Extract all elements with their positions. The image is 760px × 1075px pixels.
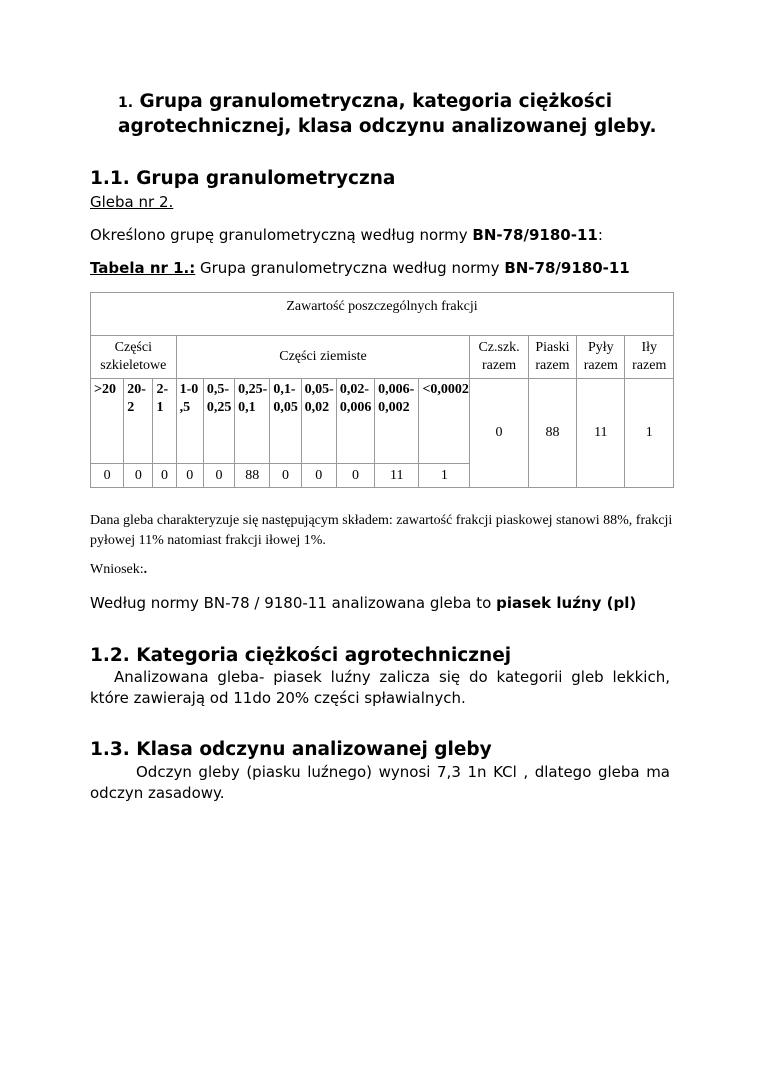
title-text: Grupa granulometryczna, kategoria ciężkości agrotechnicznej, klasa odczynu analizowanej gleby.	[118, 91, 657, 137]
table-caption: Tabela nr 1.: Grupa granulometryczna według normy BN-78/9180-11	[90, 259, 630, 277]
fraction-value-3: 0	[153, 464, 176, 488]
earthy-group-header: Części ziemiste	[176, 336, 470, 379]
fraction-header-9: 0,02- 0,006	[336, 379, 374, 464]
fraction-header-1: >20	[91, 379, 124, 464]
title-number: 1.	[118, 95, 134, 111]
fraction-header-10: 0,006- 0,002	[375, 379, 419, 464]
sum-header-1: Cz.szk. razem	[470, 336, 528, 379]
sum-value-1: 0	[470, 379, 528, 488]
fraction-value-9: 0	[336, 464, 374, 488]
fraction-header-5: 0,5- 0,25	[203, 379, 234, 464]
fraction-header-11: <0,0002	[419, 379, 470, 464]
fraction-header-2: 20- 2	[124, 379, 153, 464]
fraction-value-8: 0	[301, 464, 336, 488]
table-header: Zawartość poszczególnych frakcji	[91, 293, 674, 336]
document-title	[118, 90, 678, 139]
fraction-header-4: 1-0 ,5	[176, 379, 203, 464]
fraction-value-4: 0	[176, 464, 203, 488]
fraction-value-1: 0	[91, 464, 124, 488]
fraction-header-6: 0,25- 0,1	[235, 379, 270, 464]
intro-text: Określono grupę granulometryczną według normy BN-78/9180-11:	[90, 226, 603, 244]
sum-value-2: 88	[528, 379, 576, 488]
skeletal-group-header: Części szkieletowe	[91, 336, 177, 379]
fraction-header-8: 0,05- 0,02	[301, 379, 336, 464]
section-1-heading: 1.1. Grupa granulometryczna	[90, 168, 396, 189]
fraction-value-10: 11	[375, 464, 419, 488]
fraction-header-7: 0,1- 0,05	[270, 379, 301, 464]
section-3-heading: 1.3. Klasa odczynu analizowanej gleby	[90, 739, 492, 760]
fraction-value-7: 0	[270, 464, 301, 488]
section-2-heading: 1.2. Kategoria ciężkości agrotechnicznej	[90, 645, 512, 666]
sum-value-3: 11	[577, 379, 625, 488]
fraction-table	[90, 292, 674, 488]
sum-header-4: Iły razem	[625, 336, 674, 379]
conclusion-text: Według normy BN-78 / 9180-11 analizowana gleba to piasek luźny (pl)	[90, 594, 637, 612]
fraction-value-6: 88	[235, 464, 270, 488]
analysis-text: Dana gleba charakteryzuje się następującym składem: zawartość frakcji piaskowej stanowi 88%, frakcji pyłowej 11% natomiast frakcji iłowej 1%.	[90, 513, 673, 548]
sum-value-4: 1	[625, 379, 674, 488]
fraction-value-5: 0	[203, 464, 234, 488]
soil-number: Gleba nr 2.	[90, 193, 174, 211]
fraction-value-11: 1	[419, 464, 470, 488]
fraction-value-2: 0	[124, 464, 153, 488]
conclusion-label: Wniosek:.	[90, 562, 148, 577]
fraction-header-3: 2- 1	[153, 379, 176, 464]
sum-header-3: Pyły razem	[577, 336, 625, 379]
sum-header-2: Piaski razem	[528, 336, 576, 379]
section-3-text: Odczyn gleby (piasku luźnego) wynosi 7,3 1n KCl , dlatego gleba ma odczyn zasadowy.	[90, 763, 670, 802]
section-2-text: Analizowana gleba- piasek luźny zalicza się do kategorii gleb lekkich, które zawierają od 11do 20% części spławialnych.	[90, 668, 670, 707]
